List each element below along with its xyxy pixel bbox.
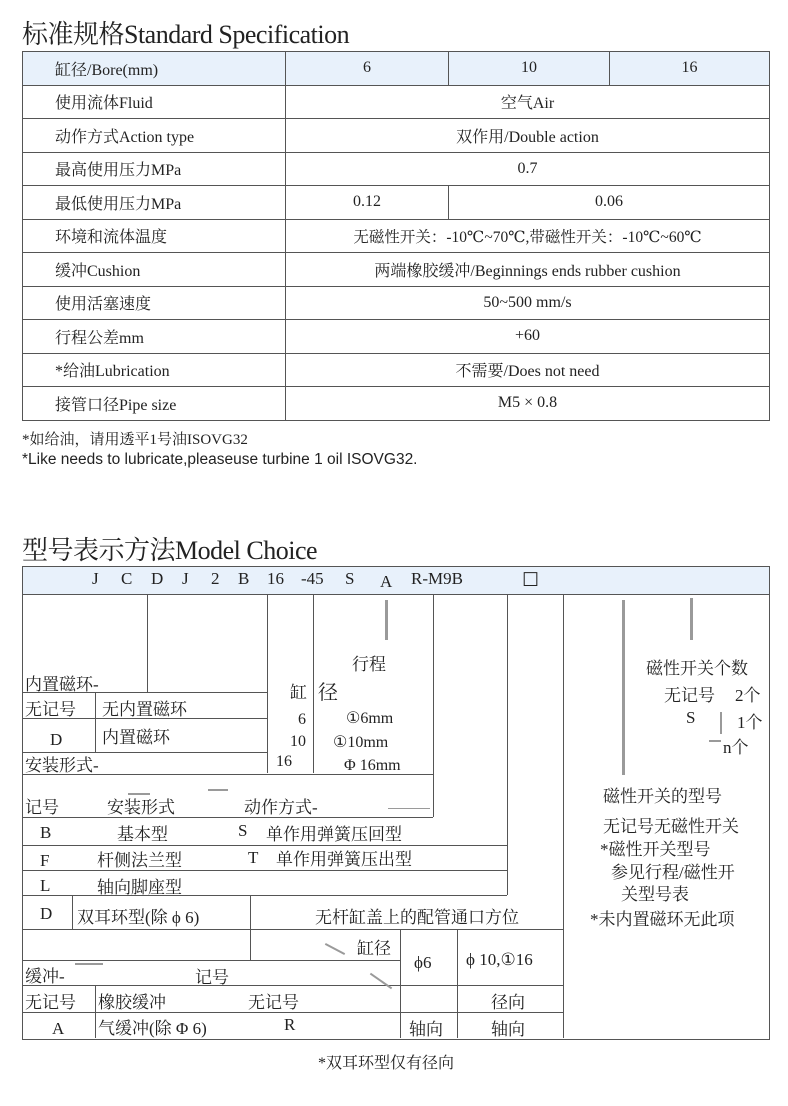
leader-mark [388,808,430,809]
cushion-a-port: R [284,1015,296,1034]
cushion-a-p1016: 轴向 [491,1020,525,1039]
cushion-a-p6: 轴向 [409,1020,443,1039]
mount-type-label: 安装形式- [25,756,99,775]
port-code: 记号 [195,968,229,987]
cushion-value: 两端橡胶缓冲/Beginnings ends rubber cushion [286,253,770,287]
spec-row [23,152,770,186]
mount-b-act: 单作用弹簧压回型 [266,825,402,844]
spec-row [23,387,770,421]
builtin: 内置磁环 [102,728,170,747]
cushion-a-code: A [52,1019,65,1038]
tol-label: 行程公差mm [23,320,286,354]
code-j1: J [92,569,99,588]
speed-value: 50~500 mm/s [286,286,770,320]
tol-value: +60 [286,320,770,354]
code-band [23,567,769,595]
code-b: B [238,569,250,588]
vline [457,930,458,1038]
code-stroke: -45 [301,569,324,588]
spec-row [23,286,770,320]
vline [72,895,73,930]
action-value: 双作用/Double action [286,119,770,153]
builtin-magnet-label: 内置磁环- [25,675,99,694]
hline [22,985,563,986]
switch-note-5: *未内置磁环无此项 [590,910,735,929]
bore-val-16: 16 [276,753,292,770]
spec-row [23,353,770,387]
d-mark: D [50,730,63,749]
cushion-none-p1016: 径向 [491,993,525,1012]
switch-note-3: 参见行程/磁性开 [611,863,735,882]
bore-16: 16 [610,52,770,86]
bore-val-6: 6 [298,711,306,728]
mount-h-act: 动作方式- [244,798,318,817]
port-phi1016: ϕ 10,①16 [466,950,533,969]
stroke-jing: 径 [318,682,338,704]
code-bore: 16 [267,569,284,588]
code-a: A [380,572,393,591]
cushion-none-code: 无记号 [25,993,76,1012]
switch-note-1: 无记号无磁性开关 [603,817,739,836]
none-mark-1: 无记号 [25,700,76,719]
bore-6: 6 [286,52,449,86]
pipe-label: 接管口径Pipe size [23,387,286,421]
hline [22,870,507,871]
port-phi6: ϕ6 [414,953,432,972]
leader-mark [690,598,693,640]
bore-tag: 缸 [290,683,307,702]
pipe-value: M5 × 0.8 [286,387,770,421]
mount-h-name: 安装形式 [107,798,175,817]
mount-d-name: 双耳环型(除 ϕ 6) [77,908,200,927]
action-label: 动作方式Action type [23,119,286,153]
minp-6: 0.12 [286,186,449,220]
vline [507,595,508,895]
spec-row [23,253,770,287]
cushion-label: 缓冲- [25,967,65,986]
leader-mark [720,712,722,734]
code-j2: J [182,569,189,588]
bore-val-10: 10 [290,733,306,750]
bore-10: 10 [449,52,610,86]
spec-row [23,219,770,253]
code-c: C [121,569,133,588]
temp-label: 环境和流体温度 [23,219,286,253]
mount-d-code: D [40,904,53,923]
vline [95,692,96,752]
cushion-a-name: 气缓冲(除 Φ 6) [98,1019,207,1038]
spec-row [23,119,770,153]
code-2: 2 [211,569,220,588]
cushion-label: 缓冲Cushion [23,253,286,287]
spec-row [23,320,770,354]
switch-count-s: S [686,708,696,727]
leader-mark [709,740,721,742]
switch-count-n: n个 [723,738,749,757]
stroke-6: ①6mm [346,710,394,727]
mount-l-code: L [40,876,51,895]
switch-type-title: 磁性开关的型号 [603,787,722,806]
port-bore: 缸径 [357,939,391,958]
mount-f-actcode: T [248,848,259,867]
hline [22,960,400,961]
stroke-title: 行程 [352,655,386,674]
mount-f-act: 单作用弹簧压出型 [276,850,412,869]
vline [250,895,251,960]
fluid-value: 空气Air [286,85,770,119]
note-en: *Like needs to lubricate,pleaseuse turbine 1 oil ISOVG32. [22,451,418,468]
stroke-10: ①10mm [333,734,389,751]
model-title: 型号表示方法Model Choice [22,536,318,565]
bore-label: 缸径/Bore(mm) [23,52,286,86]
port-direction-title: 无杆缸盖上的配管通口方位 [315,908,519,927]
code-switch: R-M9B [411,569,463,588]
maxp-value: 0.7 [286,152,770,186]
temp-value: 无磁性开关：-10℃~70℃,带磁性开关：-10℃~60℃ [286,219,770,253]
cushion-none-port: 无记号 [248,993,299,1012]
hline [22,817,433,818]
hline [22,929,563,930]
stroke-16: Φ 16mm [344,757,401,774]
cushion-none-name: 橡胶缓冲 [98,993,166,1012]
minp-label: 最低使用压力MPa [23,186,286,220]
leader-mark [385,600,388,640]
spec-row [23,186,770,220]
mount-h-code: 记号 [25,798,59,817]
code-d: D [151,569,164,588]
vline [433,595,434,817]
mount-l-name: 轴向脚座型 [97,878,182,897]
leader-mark [75,963,103,965]
hline [22,895,507,896]
mount-b-actcode: S [238,821,248,840]
switch-count-title: 磁性开关个数 [646,659,748,678]
vline [147,595,148,693]
mount-b-code: B [40,823,52,842]
switch-count-2: 2个 [735,686,761,705]
lub-label: *给油Lubrication [23,353,286,387]
vline [400,930,401,1038]
leader-mark [622,600,625,775]
leader-mark [208,789,228,791]
speed-label: 使用活塞速度 [23,286,286,320]
code-box: ☐ [522,570,540,591]
vline [313,595,314,773]
spec-table [22,51,770,421]
switch-count-1: 1个 [737,713,763,732]
hline [22,845,507,846]
maxp-label: 最高使用压力MPa [23,152,286,186]
mount-b-name: 基本型 [117,825,168,844]
lub-value: 不需要/Does not need [286,353,770,387]
no-builtin: 无内置磁环 [102,700,187,719]
mount-f-name: 杆侧法兰型 [97,851,182,870]
footnote: *双耳环型仅有径向 [318,1055,455,1072]
switch-note-4: 关型号表 [621,885,689,904]
minp-1016: 0.06 [449,186,770,220]
vline [563,595,564,1038]
bore-row [23,52,770,86]
spec-row [23,85,770,119]
switch-count-none: 无记号 [664,686,715,705]
vline [267,595,268,773]
code-s: S [345,569,355,588]
mount-f-code: F [40,851,50,870]
fluid-label: 使用流体Fluid [23,85,286,119]
switch-note-2: *磁性开关型号 [600,840,711,859]
note-cn: *如给油，请用透平1号油ISOVG32 [22,432,248,448]
spec-title: 标准规格Standard Specification [22,20,350,49]
